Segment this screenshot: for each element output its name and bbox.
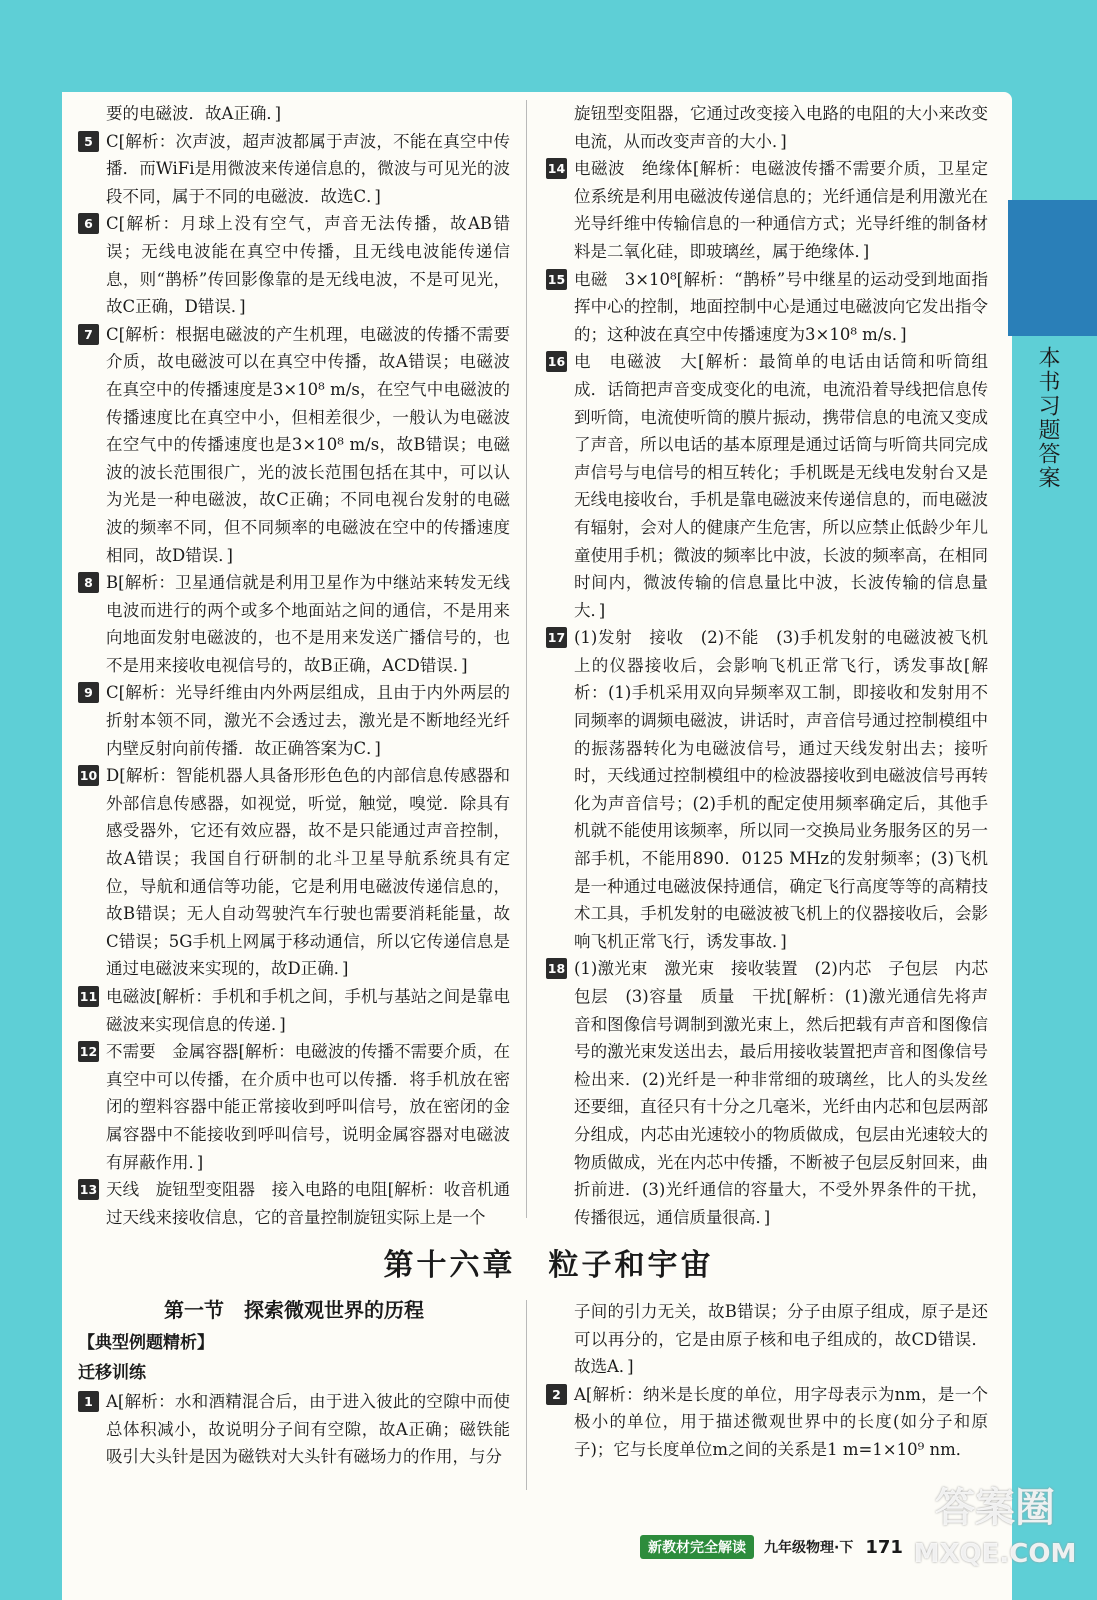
question-number-badge: 8 — [78, 572, 99, 593]
question-number-badge: 1 — [78, 1391, 99, 1412]
right-intro: 旋钮型变阻器，它通过改变接入电路的电阻的大小来改变电流，从而改变声音的大小．] — [574, 104, 988, 151]
answer-text: C[解析：次声波，超声波都属于声波，不能在真空中传播．而WiFi是用微波来传递信息的，微波与可见光的波段不同，属于不同的电磁波．故选C．] — [106, 131, 510, 206]
answer-item — [78, 128, 510, 211]
left-intro: 要的电磁波．故A正确．] — [106, 104, 282, 123]
page-number: 171 — [865, 1536, 903, 1558]
watermark-logo-text: 答案圈 — [935, 1485, 1055, 1531]
question-number-badge: 10 — [78, 765, 99, 786]
answer-text: 电磁 3×10⁸[解析：“鹊桥”号中继星的运动受到地面指挥中心的控制，地面控制中心是通过电磁波向它发出指令的；这种波在真空中传播速度为3×10⁸ m/s．] — [574, 269, 988, 344]
question-number-badge: 9 — [78, 682, 99, 703]
lower-left-column — [78, 1296, 510, 1471]
answer-text: B[解析：卫星通信就是利用卫星作为中继站来转发无线电波而进行的两个或多个地面站之间的通信，不是用来向地面发射电磁波的，也不是用来发送广播信号的，也不是用来接收电视信号的，故B正确，ACD错误．] — [106, 573, 510, 675]
question-number-badge: 12 — [78, 1041, 99, 1062]
question-number-badge: 16 — [546, 351, 567, 372]
subhead-examples: 【典型例题精析】 — [78, 1333, 214, 1353]
answer-item — [546, 955, 1005, 1231]
answer-text: D[解析：智能机器人具备形形色色的内部信息传感器和外部信息传感器，如视觉，听觉，触觉，嗅觉．除具有感受器外，它还有效应器，故不是只能通过声音控制，故A错误；我国自行研制的北斗卫星导航系统具有定位，导航和通信等功能，它是利用电磁波传递信息的，故B错误；无人自动驾驶汽车行驶也需要消耗能量，故C错误；5G手机上网属于移动通信，所以它传递信息是通过电磁波来实现的，故D正确．] — [106, 766, 510, 979]
answer-text: 电 电磁波 大[解析：最简单的电话由话筒和听筒组成．话筒把声音变成变化的电流，电流沿着导线把信息传到听筒，电流使听筒的膜片振动，携带信息的电流又变成了声音，所以电话的基本原理是通过话筒与听筒共同完成声信号与电信号的相互转化；手机既是无线电发射台又是无线电接收台，手机是靠电磁波来传递信息的，而电磁波有辐射，会对人的健康产生危害，所以应禁止低龄少年儿童使用手机；微波的频率比中波，长波的频率高，在相同时间内，微波传输的信息量比中波，长波传输的信息量大．] — [574, 352, 988, 620]
watermark — [900, 1482, 1090, 1592]
question-number-badge: 17 — [546, 627, 567, 648]
chapter-title: 第十六章 粒子和宇宙 — [383, 1248, 714, 1283]
answer-item — [78, 569, 510, 679]
answer-text: (1)激光束 激光束 接收装置 (2)内芯 子包层 内芯 包层 (3)容量 质量 干扰[解析：(1)激光通信先将声音和图像信号调制到激光束上，然后把载有声音和图像信号的激光束发送出去，最后用接收装置把声音和图像信号检出来．(2)光纤是一种非常细的玻璃丝，比人的头发丝还要细，直径只有十分之几毫米，光纤由内芯和包层两部分组成，内芯由光速较小的物质做成，包层由光速较大的物质做成，光在内芯中传播，不断被子包层反射回来，曲折前进．(3)光纤通信的容量大，不受外界条件的干扰，传播很远，通信质量很高．] — [574, 959, 1005, 1227]
footer-grade: 九年级物理·下 — [764, 1540, 854, 1556]
answer-text: A[解析：纳米是长度的单位，用字母表示为nm，是一个极小的单位，用于描述微观世界中的长度(如分子和原子)；它与长度单位m之间的关系是1 m=1×10⁹ nm． — [574, 1384, 988, 1459]
answer-text: A[解析：水和酒精混合后，由于进入彼此的空隙中而使总体积减小，故说明分子间有空隙，故A正确；磁铁能吸引大头针是因为磁铁对大头针有磁场力的作用，与分 — [106, 1392, 510, 1467]
answer-text: C[解析：光导纤维由内外两层组成，且由于内外两层的折射本领不同，激光不会透过去，激光是不断地经光纤内壁反射向前传播．故正确答案为C．] — [106, 683, 510, 758]
question-number-badge: 15 — [546, 269, 567, 290]
answer-item — [78, 321, 510, 569]
answer-text: 电磁波 绝缘体[解析：电磁波传播不需要介质，卫星定位系统是利用电磁波传递信息的；光纤通信是利用激光在光导纤维中传输信息的一种通信方式；光导纤维的制备材料是二氧化硅，即玻璃丝，属于绝缘体．] — [574, 159, 988, 261]
page-footer — [640, 1534, 903, 1560]
right-column — [546, 100, 1005, 1231]
question-number-badge: 6 — [78, 213, 99, 234]
chapter-side-tab — [1008, 200, 1097, 336]
watermark-url: MXQE.COM — [913, 1539, 1077, 1569]
answer-item — [78, 983, 510, 1038]
lower-right-intro: 子间的引力无关，故B错误；分子由原子组成，原子是还可以再分的，它是由原子核和电子组成的，故CD错误．故选A．] — [574, 1302, 988, 1377]
answer-item — [78, 762, 510, 983]
answer-item — [78, 210, 510, 320]
answer-text: 电磁波[解析：手机和手机之间，手机与基站之间是靠电磁波来实现信息的传递．] — [106, 987, 510, 1034]
section-title: 第一节 探索微观世界的历程 — [164, 1298, 424, 1322]
answer-text: (1)发射 接收 (2)不能 (3)手机发射的电磁波被飞机上的仪器接收后，会影响飞机正常飞行，诱发事故[解析：(1)手机采用双向异频率双工制，即接收和发射用不同频率的调频电磁波，讲话时，声音信号通过控制模组中的振荡器转化为电磁波信号，通过天线发射出去；接听时，天线通过控制模组中的检波器接收到电磁波信号再转化为声音信号；(2)手机的配定使用频率确定后，其他手机就不能使用该频率，所以同一交换局业务服务区的另一部手机，不能用890．0125 MHz的发射频率；(3)飞机是一种通过电磁波保持通信，确定飞行高度等等的高精技术工具，手机发射的电磁波被飞机上的仪器接收后，会影响飞机正常飞行，诱发事故．] — [574, 628, 988, 951]
lower-right-column — [546, 1298, 988, 1464]
subhead-training: 迁移训练 — [78, 1363, 146, 1383]
question-number-badge: 5 — [78, 131, 99, 152]
answer-item — [78, 1176, 510, 1231]
question-number-badge: 11 — [78, 986, 99, 1007]
answer-item — [546, 155, 988, 265]
answer-text: C[解析：月球上没有空气，声音无法传播，故AB错误；无线电波能在真空中传播，且无线电波能传递信息，则“鹊桥”传回影像靠的是无线电波，不是可见光，故C正确，D错误．] — [106, 214, 510, 317]
left-column — [78, 100, 510, 1231]
answer-item — [78, 1388, 510, 1471]
column-divider-lower — [526, 1300, 527, 1490]
answer-text: 不需要 金属容器[解析：电磁波的传播不需要介质，在真空中可以传播，在介质中也可以传播．将手机放在密闭的塑料容器中能正常接收到呼叫信号，放在密闭的金属容器中不能接收到呼叫信号，说明金属容器对电磁波有屏蔽作用．] — [106, 1042, 510, 1172]
answer-item — [546, 624, 988, 955]
answer-item — [546, 1381, 988, 1464]
answer-item — [546, 348, 988, 624]
column-divider — [526, 100, 527, 1218]
footer-brand: 新教材完全解读 — [640, 1535, 754, 1559]
answer-item — [546, 266, 988, 349]
question-number-badge: 2 — [546, 1384, 567, 1405]
answer-text: C[解析：根据电磁波的产生机理，电磁波的传播不需要介质，故电磁波可以在真空中传播，故A错误；电磁波在真空中的传播速度是3×10⁸ m/s，在空气中电磁波的传播速度比在真空中小，但相差很少，一般认为电磁波在空气中的传播速度也是3×10⁸ m/s，故B错误；电磁波的波长范围很广，光的波长范围包括在其中，可以认为光是一种电磁波，故C正确；不同电视台发射的电磁波的频率不同，但不同频率的电磁波在空中的传播速度相同，故D错误．] — [106, 324, 510, 565]
answer-item — [78, 679, 510, 762]
question-number-badge: 18 — [546, 958, 567, 979]
question-number-badge: 14 — [546, 158, 567, 179]
question-number-badge: 7 — [78, 324, 99, 345]
question-number-badge: 13 — [78, 1179, 99, 1200]
answer-text: 天线 旋钮型变阻器 接入电路的电阻[解析：收音机通过天线来接收信息，它的音量控制旋钮实际上是一个 — [106, 1180, 510, 1227]
side-label: 本书习题答案 — [1035, 346, 1060, 490]
answer-item — [78, 1038, 510, 1176]
